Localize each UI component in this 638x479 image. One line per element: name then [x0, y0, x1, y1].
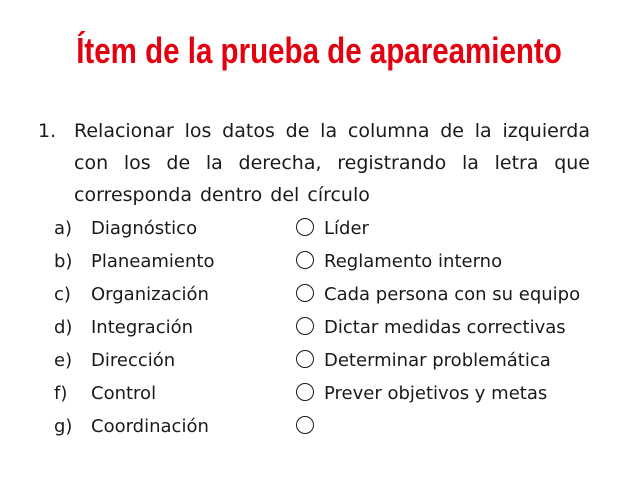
matching-row [54, 278, 614, 311]
matching-row [54, 344, 614, 377]
matching-row [54, 245, 614, 278]
left-term: Coordinación [91, 416, 209, 437]
item-letter: b) [54, 251, 73, 272]
answer-circle[interactable] [296, 317, 314, 335]
item-letter: d) [54, 317, 73, 338]
right-term: Prever objetivos y metas [324, 383, 548, 404]
item-letter: f) [54, 383, 68, 404]
item-letter: a) [54, 218, 73, 239]
left-term: Control [91, 383, 157, 404]
left-term: Planeamiento [91, 251, 215, 272]
matching-row [54, 212, 614, 245]
item-letter: e) [54, 350, 73, 371]
matching-row [54, 311, 614, 344]
item-letter: g) [54, 416, 73, 437]
left-term: Diagnóstico [91, 218, 198, 239]
answer-circle[interactable] [296, 416, 314, 434]
right-term: Determinar problemática [324, 350, 551, 371]
answer-circle[interactable] [296, 251, 314, 269]
right-term: Cada persona con su equipo [324, 284, 581, 305]
left-term: Organización [91, 284, 209, 305]
answer-circle[interactable] [296, 218, 314, 236]
right-term: Reglamento interno [324, 251, 503, 272]
matching-list [54, 212, 614, 443]
right-term: Dictar medidas correctivas [324, 317, 566, 338]
item-letter: c) [54, 284, 71, 305]
answer-circle[interactable] [296, 383, 314, 401]
matching-row [54, 377, 614, 410]
question-text: Relacionar los datos de la columna de la izquierda con los de la derecha, registrando la letra que corresponda dentro del círculo [74, 120, 590, 206]
right-term: Líder [324, 218, 369, 239]
answer-circle[interactable] [296, 350, 314, 368]
question [38, 115, 590, 211]
slide-title: Ítem de la prueba de apareamiento [76, 30, 562, 71]
left-term: Dirección [91, 350, 176, 371]
matching-row [54, 410, 614, 443]
left-term: Integración [91, 317, 194, 338]
answer-circle[interactable] [296, 284, 314, 302]
question-number: 1. [38, 120, 57, 142]
